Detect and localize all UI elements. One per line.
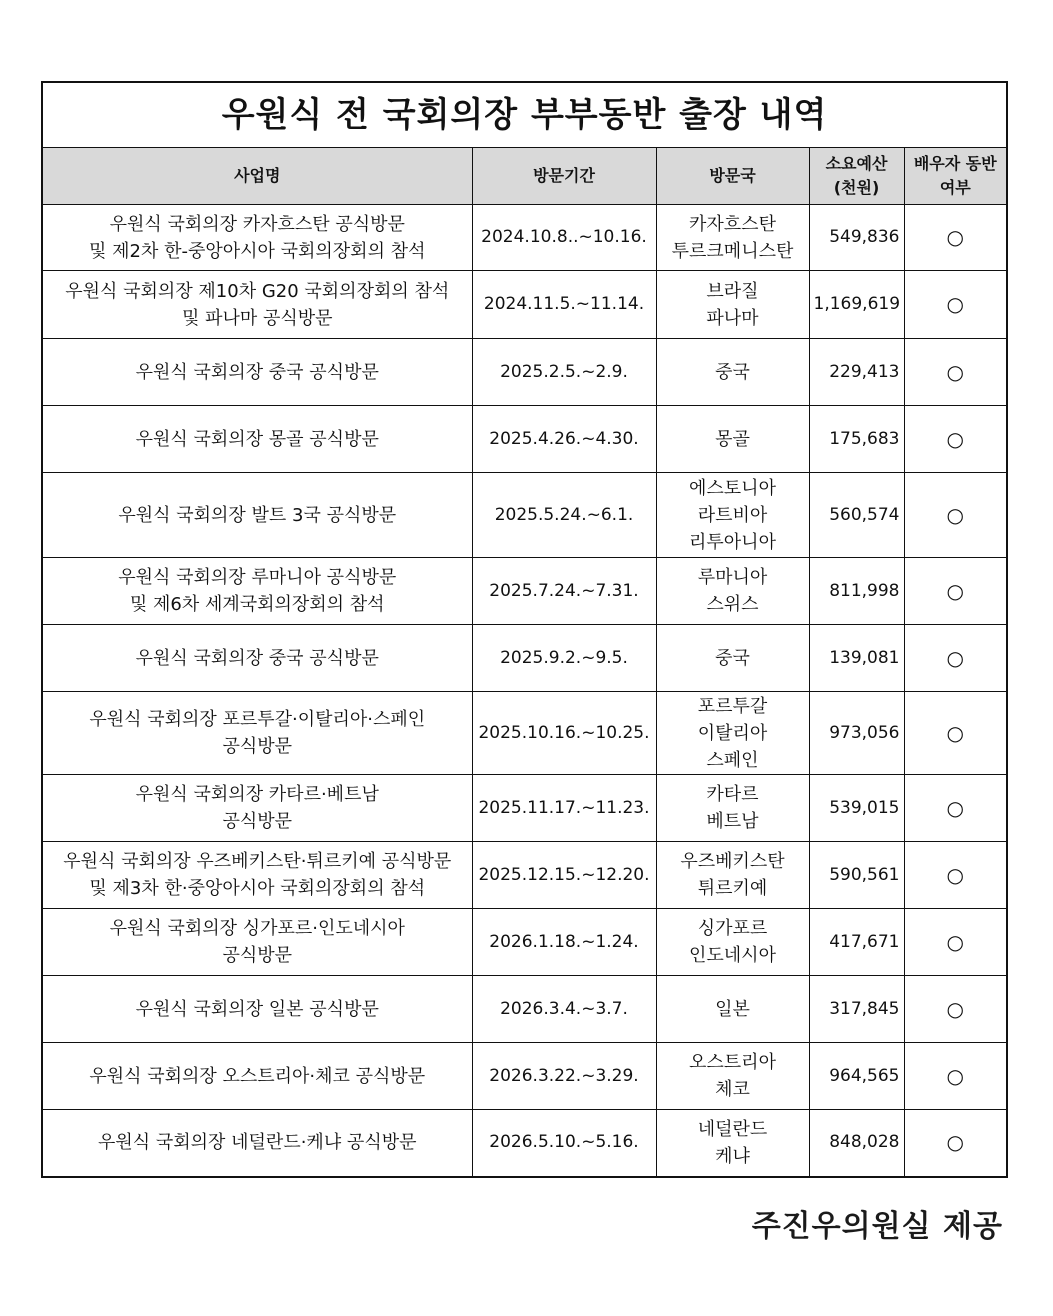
budget-cell: 811,998	[809, 558, 904, 625]
spouse-accompanied-cell: ○	[904, 775, 1007, 842]
trip-name-cell: 우원식 국회의장 루마니아 공식방문 및 제6차 세계국회의장회의 참석	[42, 558, 472, 625]
visit-period-cell: 2025.12.15.~12.20.	[472, 842, 656, 909]
visit-country-cell: 오스트리아 체코	[656, 1043, 809, 1110]
budget-cell: 539,015	[809, 775, 904, 842]
visit-period-cell: 2025.2.5.~2.9.	[472, 339, 656, 406]
visit-country-cell: 포르투갈 이탈리아 스페인	[656, 692, 809, 775]
budget-cell: 1,169,619	[809, 271, 904, 339]
table-row	[42, 1110, 1007, 1177]
spouse-accompanied-cell: ○	[904, 406, 1007, 473]
visit-country-cell: 중국	[656, 625, 809, 692]
visit-country-cell: 몽골	[656, 406, 809, 473]
table-row	[42, 842, 1007, 909]
spouse-accompanied-cell: ○	[904, 909, 1007, 976]
table-row	[42, 339, 1007, 406]
trip-name-cell: 우원식 국회의장 일본 공식방문	[42, 976, 472, 1043]
trip-name-cell: 우원식 국회의장 싱가포르·인도네시아 공식방문	[42, 909, 472, 976]
visit-period-cell: 2024.10.8..~10.16.	[472, 205, 656, 271]
visit-period-cell: 2026.3.22.~3.29.	[472, 1043, 656, 1110]
column-header-country: 방문국	[656, 148, 809, 205]
budget-cell: 549,836	[809, 205, 904, 271]
trip-name-cell: 우원식 국회의장 중국 공식방문	[42, 625, 472, 692]
budget-cell: 560,574	[809, 473, 904, 558]
table-row	[42, 558, 1007, 625]
visit-period-cell: 2025.11.17.~11.23.	[472, 775, 656, 842]
visit-period-cell: 2026.5.10.~5.16.	[472, 1110, 656, 1177]
visit-period-cell: 2026.1.18.~1.24.	[472, 909, 656, 976]
spouse-accompanied-cell: ○	[904, 976, 1007, 1043]
spouse-accompanied-cell: ○	[904, 625, 1007, 692]
budget-cell: 848,028	[809, 1110, 904, 1177]
header-row	[42, 148, 1007, 205]
trip-name-cell: 우원식 국회의장 우즈베키스탄·튀르키예 공식방문 및 제3차 한·중앙아시아 국회의장회의 참석	[42, 842, 472, 909]
table-row	[42, 909, 1007, 976]
spouse-trip-table	[41, 81, 1008, 1178]
visit-period-cell: 2025.5.24.~6.1.	[472, 473, 656, 558]
budget-cell: 175,683	[809, 406, 904, 473]
visit-country-cell: 중국	[656, 339, 809, 406]
trip-name-cell: 우원식 국회의장 네덜란드·케냐 공식방문	[42, 1110, 472, 1177]
budget-cell: 317,845	[809, 976, 904, 1043]
trip-name-cell: 우원식 국회의장 오스트리아·체코 공식방문	[42, 1043, 472, 1110]
spouse-accompanied-cell: ○	[904, 339, 1007, 406]
table-row	[42, 692, 1007, 775]
visit-country-cell: 루마니아 스위스	[656, 558, 809, 625]
budget-cell: 417,671	[809, 909, 904, 976]
table-row	[42, 976, 1007, 1043]
spouse-accompanied-cell: ○	[904, 692, 1007, 775]
table-row	[42, 775, 1007, 842]
budget-cell: 973,056	[809, 692, 904, 775]
table-row	[42, 1043, 1007, 1110]
trip-name-cell: 우원식 국회의장 몽골 공식방문	[42, 406, 472, 473]
trip-name-cell: 우원식 국회의장 포르투갈·이탈리아·스페인 공식방문	[42, 692, 472, 775]
table-title: 우원식 전 국회의장 부부동반 출장 내역	[42, 82, 1007, 148]
table-row	[42, 473, 1007, 558]
trip-table-container	[41, 81, 1006, 1178]
visit-period-cell: 2025.10.16.~10.25.	[472, 692, 656, 775]
trip-name-cell: 우원식 국회의장 제10차 G20 국회의장회의 참석 및 파나마 공식방문	[42, 271, 472, 339]
trip-name-cell: 우원식 국회의장 카자흐스탄 공식방문 및 제2차 한-중앙아시아 국회의장회의 참석	[42, 205, 472, 271]
column-header-spouse: 배우자 동반 여부	[904, 148, 1007, 205]
spouse-accompanied-cell: ○	[904, 842, 1007, 909]
visit-country-cell: 카자흐스탄 투르크메니스탄	[656, 205, 809, 271]
column-header-budget: 소요예산 (천원)	[809, 148, 904, 205]
budget-cell: 964,565	[809, 1043, 904, 1110]
title-row	[42, 82, 1007, 148]
table-row	[42, 625, 1007, 692]
visit-country-cell: 카타르 베트남	[656, 775, 809, 842]
visit-period-cell: 2025.9.2.~9.5.	[472, 625, 656, 692]
trip-name-cell: 우원식 국회의장 중국 공식방문	[42, 339, 472, 406]
spouse-accompanied-cell: ○	[904, 1043, 1007, 1110]
table-row	[42, 205, 1007, 271]
visit-country-cell: 싱가포르 인도네시아	[656, 909, 809, 976]
spouse-accompanied-cell: ○	[904, 558, 1007, 625]
spouse-accompanied-cell: ○	[904, 473, 1007, 558]
budget-cell: 139,081	[809, 625, 904, 692]
trip-name-cell: 우원식 국회의장 카타르·베트남 공식방문	[42, 775, 472, 842]
source-credit: 주진우의원실 제공	[751, 1209, 1003, 1244]
column-header-name: 사업명	[42, 148, 472, 205]
table-body	[42, 205, 1007, 1177]
table-row	[42, 271, 1007, 339]
spouse-accompanied-cell: ○	[904, 271, 1007, 339]
visit-period-cell: 2025.7.24.~7.31.	[472, 558, 656, 625]
budget-cell: 229,413	[809, 339, 904, 406]
trip-name-cell: 우원식 국회의장 발트 3국 공식방문	[42, 473, 472, 558]
spouse-accompanied-cell: ○	[904, 1110, 1007, 1177]
visit-country-cell: 에스토니아 라트비아 리투아니아	[656, 473, 809, 558]
visit-period-cell: 2024.11.5.~11.14.	[472, 271, 656, 339]
visit-country-cell: 일본	[656, 976, 809, 1043]
visit-period-cell: 2025.4.26.~4.30.	[472, 406, 656, 473]
visit-period-cell: 2026.3.4.~3.7.	[472, 976, 656, 1043]
visit-country-cell: 네덜란드 케냐	[656, 1110, 809, 1177]
budget-cell: 590,561	[809, 842, 904, 909]
table-row	[42, 406, 1007, 473]
spouse-accompanied-cell: ○	[904, 205, 1007, 271]
column-header-period: 방문기간	[472, 148, 656, 205]
visit-country-cell: 우즈베키스탄 튀르키예	[656, 842, 809, 909]
visit-country-cell: 브라질 파나마	[656, 271, 809, 339]
